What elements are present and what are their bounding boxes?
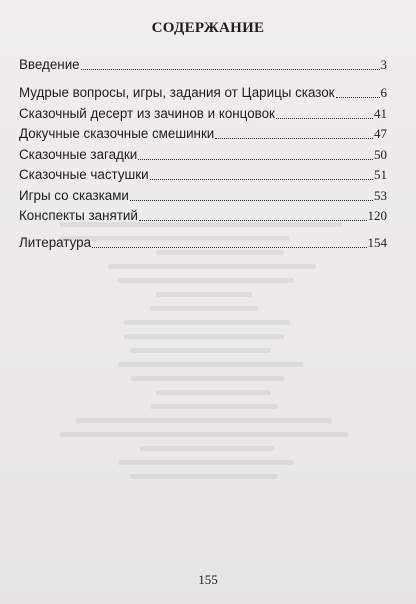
toc-entry-lesson-notes (19, 204, 387, 225)
toc-entry-page: 47 (374, 126, 387, 141)
toc-entry-page: 53 (374, 187, 387, 203)
toc-entry-label: Сказочные загадки (19, 146, 138, 162)
toc-entry-label: Введение (19, 56, 80, 72)
dot-leader (336, 96, 380, 98)
table-of-contents (19, 52, 387, 251)
toc-entry-page: 3 (380, 56, 387, 72)
toc-entry-games (19, 183, 387, 204)
toc-entry-page: 51 (374, 167, 387, 182)
toc-entry-label: Литература (19, 234, 92, 250)
toc-entry-label: Докучные сказочные смешинки (19, 126, 215, 141)
toc-entry-page: 41 (374, 105, 387, 121)
toc-entry-page: 6 (380, 85, 387, 100)
toc-entry-riddles (19, 142, 387, 163)
toc-entry-page: 154 (367, 234, 387, 250)
toc-entry-introduction (19, 52, 387, 73)
dot-leader (215, 137, 373, 139)
dot-leader (139, 219, 367, 221)
dot-leader (276, 117, 373, 119)
dot-leader (81, 68, 380, 70)
toc-entry-fairy-dessert (19, 101, 387, 122)
toc-entry-tedious-jokes (19, 122, 387, 143)
page-title: СОДЕРЖАНИЕ (151, 20, 265, 36)
toc-entry-label: Сказочные частушки (19, 167, 149, 182)
toc-entry-label: Конспекты занятий (19, 208, 138, 223)
dot-leader (138, 158, 373, 160)
toc-entry-label: Игры со сказками (19, 187, 129, 203)
reverse-side-bleed-through (60, 222, 380, 502)
dot-leader (150, 178, 373, 180)
toc-entry-wise-questions (19, 81, 387, 102)
toc-entry-label: Мудрые вопросы, игры, задания от Царицы сказок (19, 85, 335, 100)
toc-entry-page: 50 (374, 146, 387, 162)
toc-entry-page: 120 (367, 208, 387, 223)
dot-leader (130, 199, 373, 201)
page-number: 155 (198, 572, 218, 587)
toc-entry-ditties (19, 163, 387, 184)
toc-entry-label: Сказочный десерт из зачинов и концовок (19, 105, 275, 121)
